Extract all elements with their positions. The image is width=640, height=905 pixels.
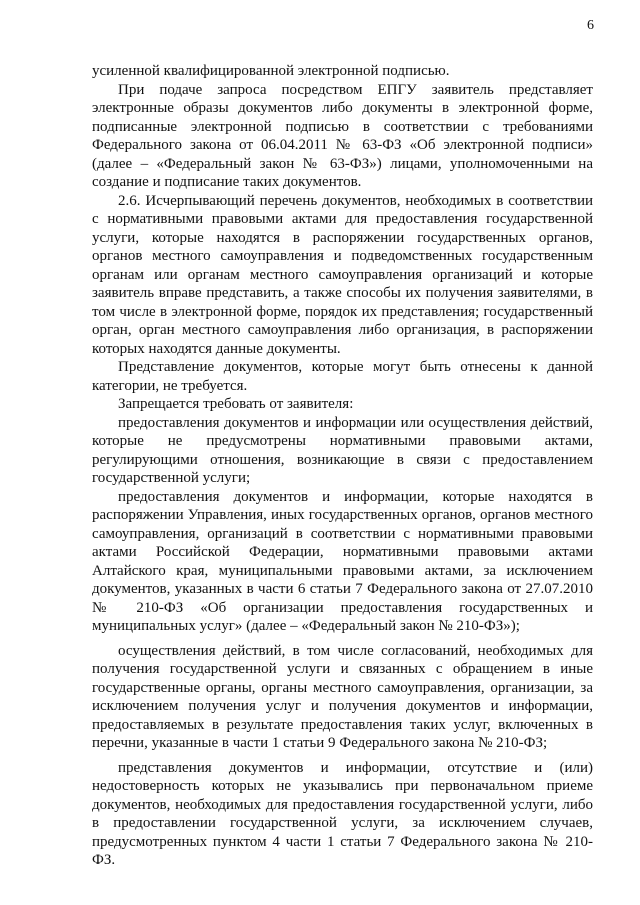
list-item-documents-not-provided-by-acts: предоставления документов и информации или осуществления действий, которые не предусмотрены нормативными правовыми актами, регулирующими отношения, возникающие в связи с предоставлением государственной услуги;	[92, 414, 593, 486]
document-body	[92, 62, 593, 870]
paragraph-continuation: усиленной квалифицированной электронной подписью.	[92, 63, 450, 79]
page-number: 6	[587, 18, 594, 33]
list-item-actions-approvals: осуществления действий, в том числе согласований, необходимых для получения государственной услуги и связанных с обращением в иные государственные органы, органы местного самоуправления, организации, за исключением получения услуг и получения документов и информации, предоставляемых в результате предоставления таких услуг, включенных в перечни, указанные в части 1 статьи 9 Федерального закона № 210-ФЗ;	[92, 642, 593, 751]
list-item-documents-not-indicated: представления документов и информации, отсутствие и (или) недостоверность которых не указывались при первоначальном приеме документов, необходимых для предоставления государственной услуги, либо в предоставлении государственной услуги, за исключением случаев, предусмотренных пунктом 4 части 1 статьи 7 Федерального закона № 210-ФЗ.	[92, 759, 593, 868]
list-item-documents-in-possession: предоставления документов и информации, которые находятся в распоряжении Управления, иных государственных органов, органов местного самоуправления, организаций в соответствии с нормативными правовыми актами Российской Федерации, нормативными правовыми актами Алтайского края, муниципальными правовыми актами, за исключением документов, указанных в части 6 статьи 7 Федерального закона от 27.07.2010 № 210-ФЗ «Об организации предоставления государственных и муниципальных услуг» (далее – «Федеральный закон № 210-ФЗ»);	[92, 488, 593, 634]
paragraph-prohibited-intro: Запрещается требовать от заявителя:	[118, 396, 354, 412]
paragraph-epgu-submission: При подаче запроса посредством ЕПГУ заявитель представляет электронные образы документов либо документы в электронной форме, подписанные электронной подписью в соответствии с требованиями Федерального закона от 06.04.2011 № 63-ФЗ «Об электронной подписи» (далее – «Федеральный закон № 63-ФЗ») лицами, уполномоченными на создание и подписание таких документов.	[92, 81, 593, 190]
paragraph-section-2-6: 2.6. Исчерпывающий перечень документов, необходимых в соответствии с нормативными правовыми актами для предоставления государственной услуги, которые находятся в распоряжении государственных органов, органов местного самоуправления и подведомственных государственным органам или органам местного самоуправления организаций и которые заявитель вправе представить, а также способы их получения заявителями, в том числе в электронной форме, порядок их представления; государственный орган, орган местного самоуправления либо организация, в распоряжении которых находятся данные документы.	[92, 192, 593, 357]
paragraph-not-required: Представление документов, которые могут быть отнесены к данной категории, не требуется.	[92, 359, 593, 394]
